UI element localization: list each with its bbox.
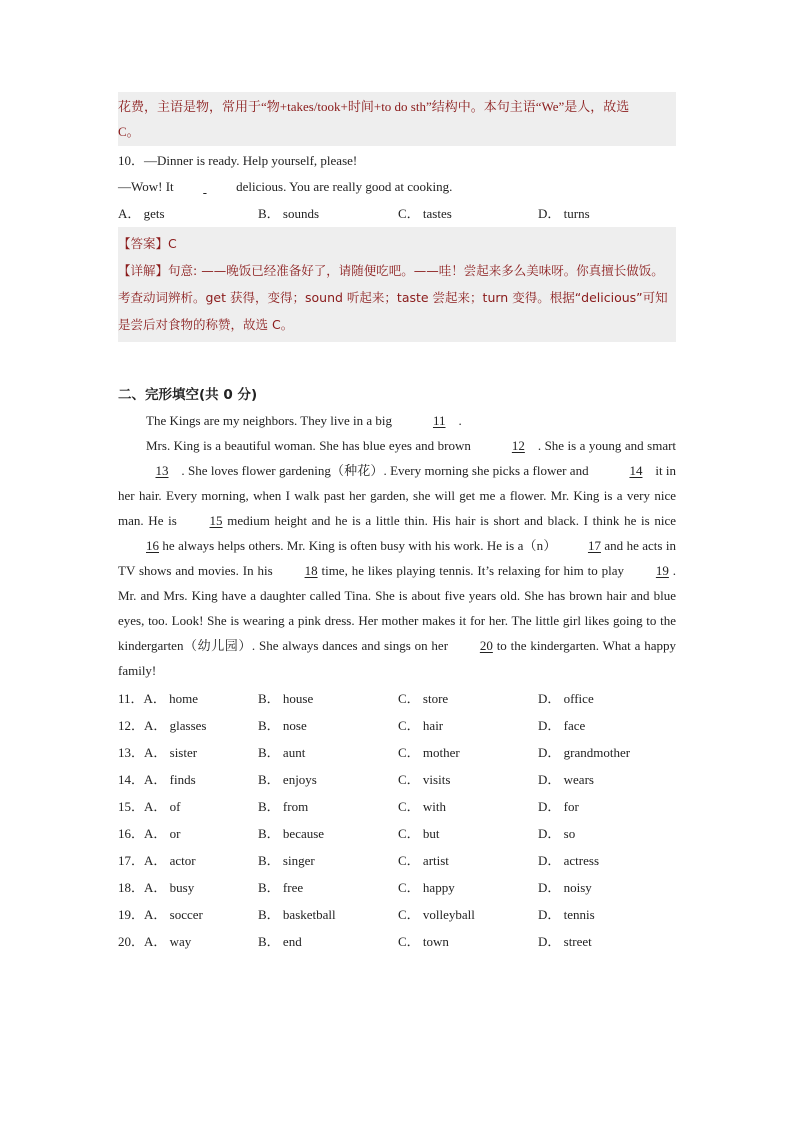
passage-p2-j: to the kindergarten. What a happy family!: [118, 638, 676, 678]
blank-14: 14: [629, 463, 643, 478]
prev-explanation-line1: 花费，主语是物，常用于“物+takes/took+时间+to do sth”结构中。本句主语“We”是人，故选: [118, 99, 630, 114]
question-row: [118, 793, 676, 820]
blank-19: 19: [655, 563, 669, 578]
q10-option-c: C． tastes: [398, 206, 452, 221]
q19-option-d: D． tennis: [538, 907, 595, 922]
prev-explanation: [118, 92, 676, 146]
question-row: [118, 901, 676, 928]
q10-stem-before: —Wow! It: [118, 179, 174, 194]
blank-20: 20: [479, 638, 493, 653]
question-row: [118, 766, 676, 793]
q10-detail-label: 【详解】: [118, 263, 169, 278]
q10-detail: [118, 257, 676, 284]
q10-option-a: A． gets: [118, 206, 165, 221]
q11-option-c: C． store: [398, 691, 449, 706]
q10-stem-after: delicious. You are really good at cooking.: [236, 179, 453, 194]
passage-p2-i: . Mr. and Mrs. King have a daughter called Tina. She is about five years old. She has brown hair and blue eyes, too. Look! She is wearing a pink dress. Her mother makes it for her. The little girl likes going to the kindergarten（幼儿园）. She always dances and sings on her: [118, 563, 677, 653]
q20-option-d: D． street: [538, 934, 592, 949]
q10-analysis: 考查动词辨析。get 获得，变得；sound 听起来；taste 尝起来；turn 变得。根据“delicious”可知是尝后对食物的称赞，故选 C。: [118, 290, 668, 332]
q19-option-a: 19．A． soccer: [118, 907, 203, 922]
question-row: [118, 847, 676, 874]
question-row: [118, 712, 676, 739]
passage-paragraph-1: [118, 408, 676, 433]
q10-answer-label: 【答案】: [118, 236, 169, 251]
q10-detail-text: 句意: ——晚饭已经准备好了，请随便吃吧。——哇！尝起来多么美味呀。你真擅长做饭。: [168, 263, 664, 278]
q11-option-a: 11．A． home: [118, 691, 199, 706]
blank-17: 17: [587, 538, 601, 553]
passage-p2-e: medium height and he is a little thin. His hair is short and black. I think he is nice: [227, 513, 677, 528]
q14-option-c: C． visits: [398, 772, 451, 787]
question-row: [118, 820, 676, 847]
q13-option-c: C． mother: [398, 745, 460, 760]
q16-option-b: B． because: [258, 826, 325, 841]
section-heading: 二、完形填空(共 0 分): [118, 387, 258, 403]
q11-option-d: D． office: [538, 691, 594, 706]
q13-option-b: B． aunt: [258, 745, 306, 760]
blank-12: 12: [511, 438, 525, 453]
document-page: [118, 92, 676, 955]
q16-option-a: 16．A． or: [118, 826, 181, 841]
q14-option-b: B． enjoys: [258, 772, 317, 787]
q13-option-a: 13．A． sister: [118, 745, 198, 760]
prev-explanation-line2: C。: [118, 124, 140, 139]
q15-option-b: B． from: [258, 799, 309, 814]
q17-option-a: 17．A． actor: [118, 853, 196, 868]
q17-option-b: B． singer: [258, 853, 315, 868]
q10-option-d: D． turns: [538, 206, 590, 221]
q16-option-c: C． but: [398, 826, 440, 841]
q16-option-d: D． so: [538, 826, 576, 841]
passage-p1-before: The Kings are my neighbors. They live in a big: [146, 413, 392, 428]
passage-p2-d: it in her hair. Every morning, when I walk past her garden, she will get me a flower. Mr. King is a very nice man. He is: [118, 463, 677, 528]
q11-option-b: B． house: [258, 691, 314, 706]
q15-option-c: C． with: [398, 799, 447, 814]
q12-option-a: 12．A． glasses: [118, 718, 207, 733]
blank-18: 18: [304, 563, 318, 578]
q14-option-a: 14．A． finds: [118, 772, 196, 787]
q18-option-d: D． noisy: [538, 880, 592, 895]
q19-option-b: B． basketball: [258, 907, 336, 922]
question-row: [118, 739, 676, 766]
passage-p2-h: time, he likes playing tennis. It’s relaxing for him to play: [321, 563, 624, 578]
question-row: [118, 928, 676, 955]
q17-option-c: C． artist: [398, 853, 449, 868]
q18-option-b: B． free: [258, 880, 304, 895]
passage-p2-g: and he acts in TV shows and movies. In his: [118, 538, 676, 578]
passage-p2-a: Mrs. King is a beautiful woman. She has blue eyes and brown: [146, 438, 471, 453]
blank-13: 13: [155, 463, 169, 478]
q12-option-b: B． nose: [258, 718, 307, 733]
q12-option-d: D． face: [538, 718, 586, 733]
q18-option-a: 18．A． busy: [118, 880, 195, 895]
q10-stem-line1: 10．—Dinner is ready. Help yourself, please!: [118, 153, 358, 168]
q12-option-c: C． hair: [398, 718, 444, 733]
blank-16: 16: [146, 538, 159, 553]
q14-option-d: D． wears: [538, 772, 594, 787]
cloze-options: [118, 685, 676, 955]
q20-option-c: C． town: [398, 934, 449, 949]
q10-answer-line: [118, 230, 676, 257]
q18-option-c: C． happy: [398, 880, 455, 895]
question-row: [118, 874, 676, 901]
passage-p1-after: .: [458, 413, 462, 428]
q13-option-d: D． grandmother: [538, 745, 631, 760]
q15-option-d: D． for: [538, 799, 579, 814]
question-10: [118, 148, 676, 342]
passage-paragraph-2: [118, 433, 676, 683]
blank-15: 15: [209, 513, 223, 528]
q10-option-b: B． sounds: [258, 206, 320, 221]
q10-options: [118, 200, 676, 227]
q10-answer-value: C: [168, 236, 177, 251]
q19-option-c: C． volleyball: [398, 907, 475, 922]
q17-option-d: D． actress: [538, 853, 600, 868]
blank-11: 11: [432, 413, 446, 428]
q10-blank: [177, 174, 233, 200]
passage-p2-b: . She is a young and smart: [537, 438, 677, 453]
passage-p2-f: he always helps others. Mr. King is often busy with his work. He is a（n）: [162, 538, 557, 553]
passage-p2-c: . She loves flower gardening（种花）. Every morning she picks a flower and: [181, 463, 589, 478]
q15-option-a: 15．A． of: [118, 799, 181, 814]
question-row: [118, 685, 676, 712]
q20-option-a: 20．A． way: [118, 934, 192, 949]
q10-stem-line2: [118, 174, 676, 200]
q20-option-b: B． end: [258, 934, 302, 949]
q10-answer-box: [118, 227, 676, 342]
